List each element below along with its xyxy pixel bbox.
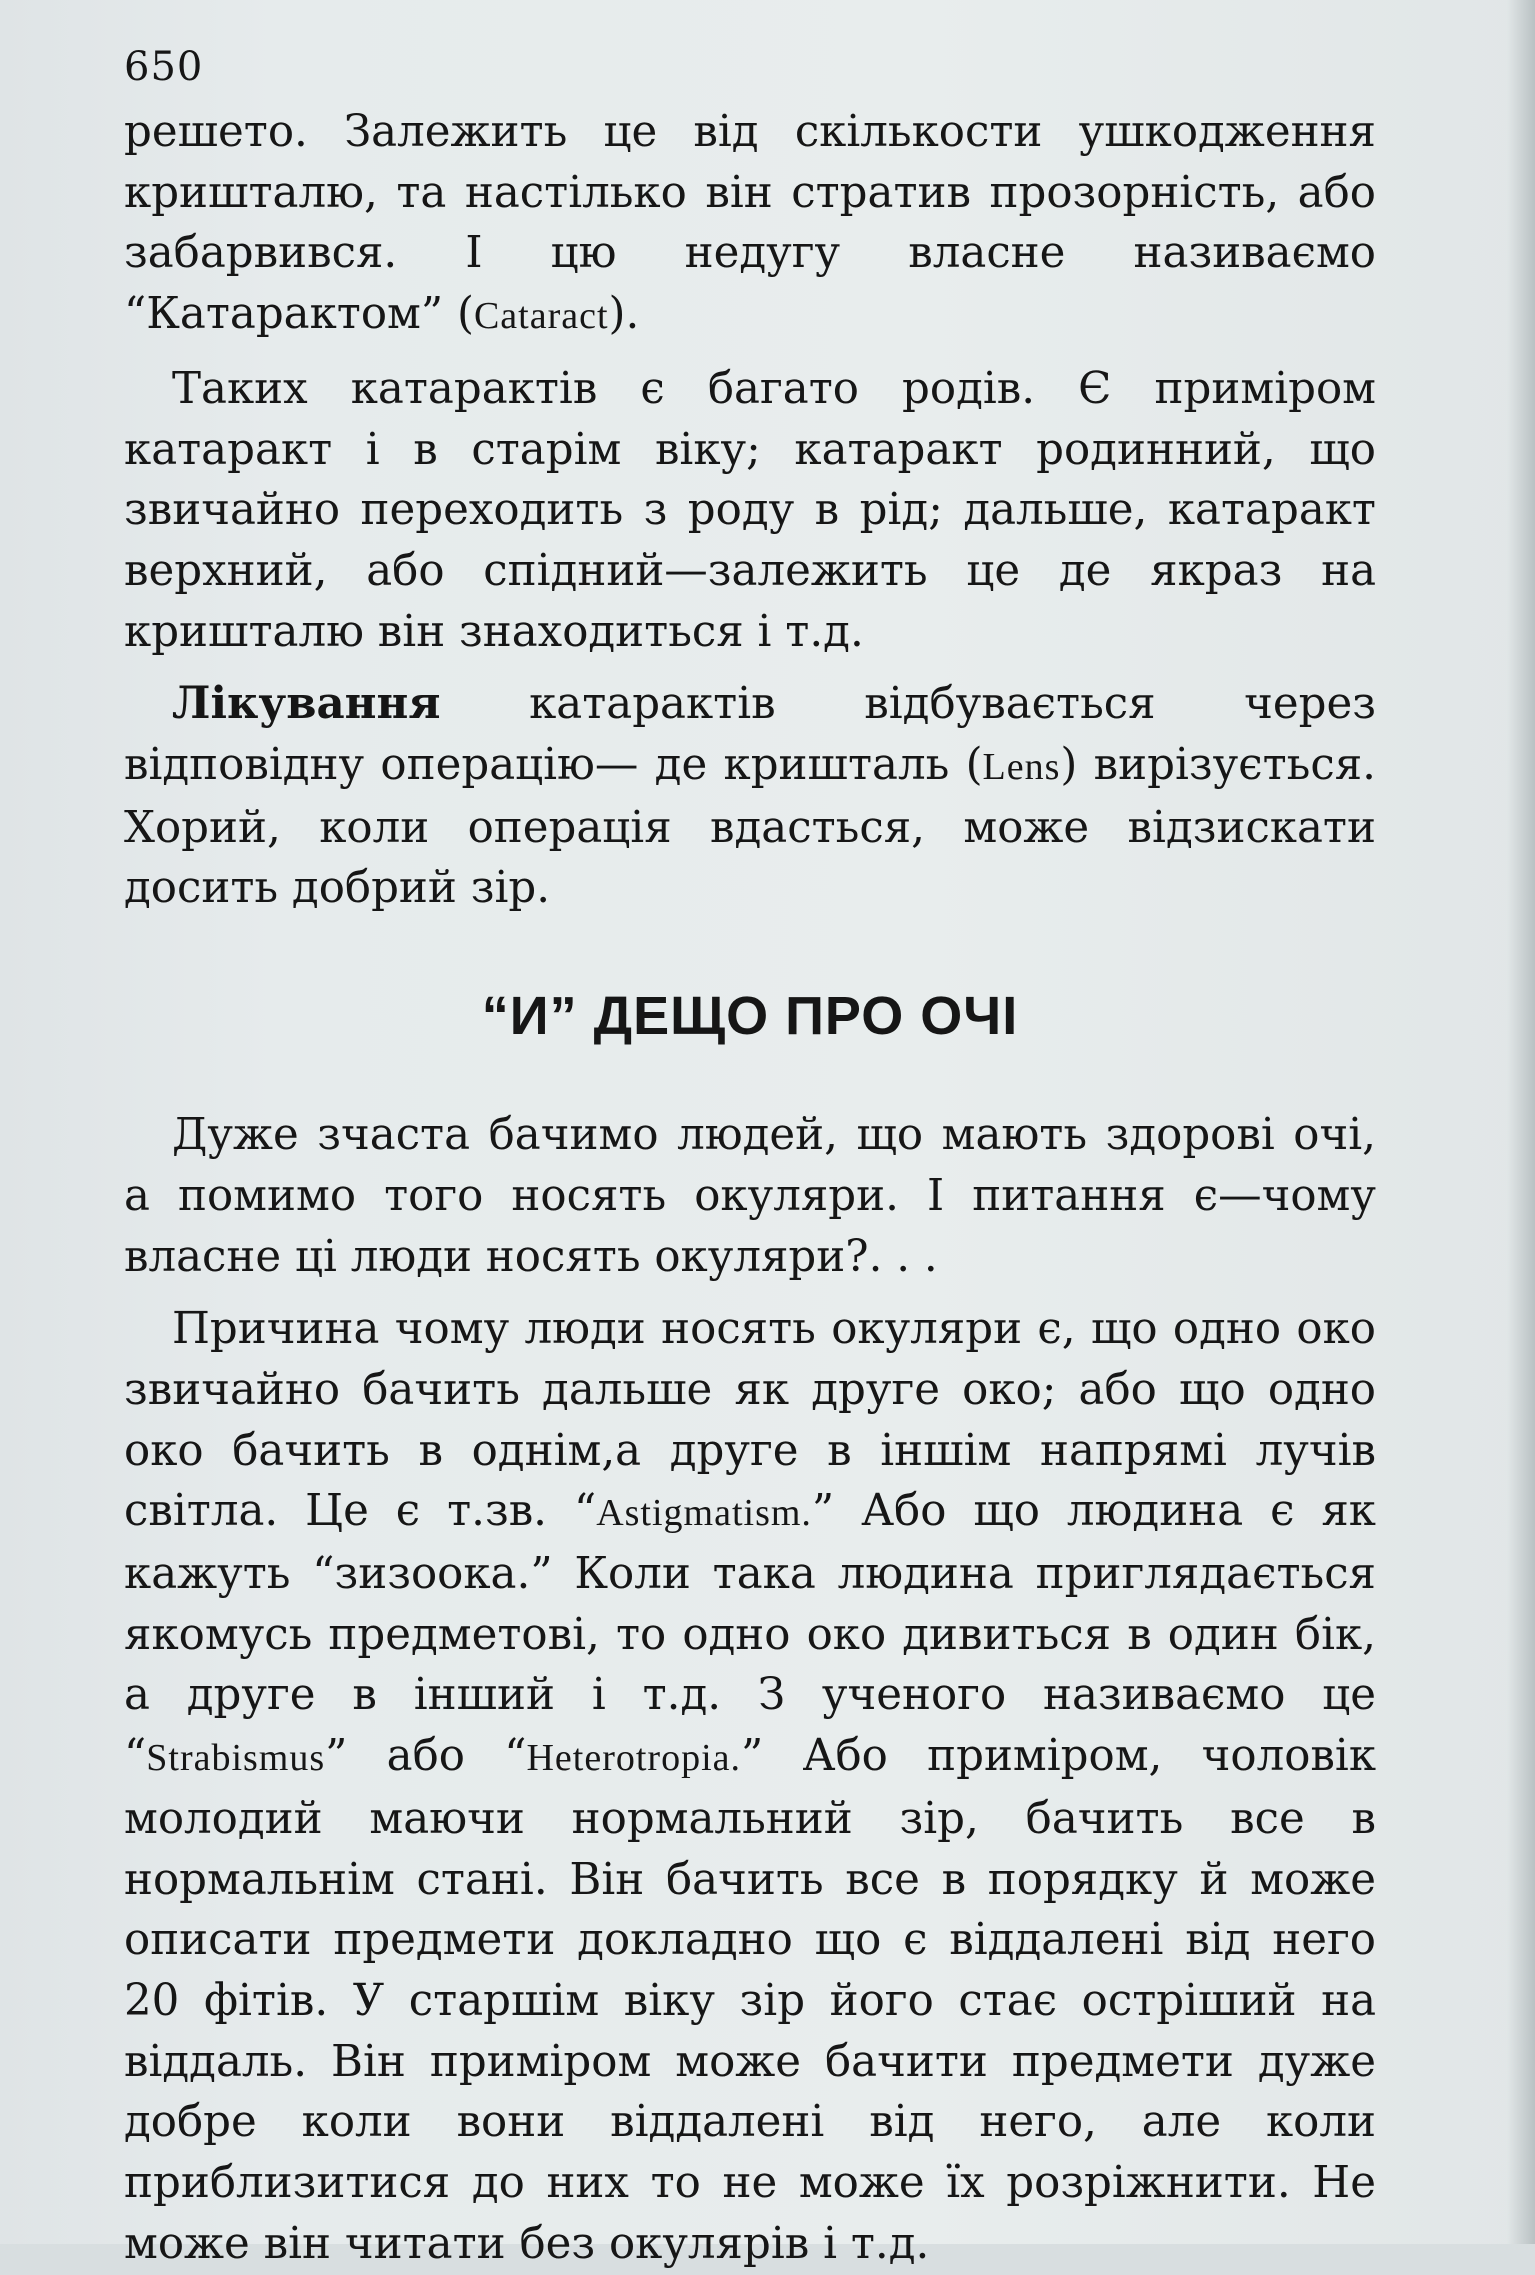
paragraph-cataract-intro <box>124 102 1376 347</box>
bold-term-treatment: Лікування <box>172 678 441 730</box>
paragraph-text: катарактів відбувається через відповідну операцію— де кришталь ( <box>124 679 1376 791</box>
page-body <box>124 102 1376 2275</box>
paragraph-text: Причина чому люди носять окуляри є, що одно око звичайно бачить дальше як друге око; або що одно око бачить в однім,а друге в іншім напрямі лучів світла. Це є т.зв. “ <box>124 1304 1376 1537</box>
latin-term-heterotropia: Heterotropia. <box>526 1737 742 1780</box>
latin-term-lens: Lens <box>982 746 1061 789</box>
paragraph-text: ) вирізується. Хорий, коли операція вдасться, може відзискати досить добрий зір. <box>124 740 1376 914</box>
paragraph-text: решето. Залежить це від скількости ушкодження кришталю, та настілько він стратив прозорність, або забарвився. І цю недугу власне називаємо “Катарактом” ( <box>124 107 1376 340</box>
paragraph-glasses-reason <box>124 1299 1376 2274</box>
page-number: 650 <box>124 44 204 90</box>
latin-term-cataract: Cataract <box>473 295 609 338</box>
paragraph-glasses-question: Дуже зчаста бачимо людей, що мають здорові очі, а помимо того носять окуляри. І питання є—чому власне ці люди носять окуляри?. . . <box>124 1110 1376 1282</box>
page-edge-shadow <box>1507 0 1535 2244</box>
paragraph-cataract-treatment <box>124 674 1376 919</box>
section-heading: “И” ДЕЩО ПРО ОЧІ <box>481 986 1019 1047</box>
paragraph-cataract-types: Таких катарактів є багато родів. Є приміром катаракт і в старім віку; катаракт родинний, що звичайно переходить з роду в рід; дальше, катаракт верхний, або спідний—залежить це де якраз на кришталю він знаходиться і т.д. <box>124 363 1376 657</box>
paragraph-text: ” Або що людина є як кажуть “зизоока.” Коли така людина приглядається якомусь предметові, то одно око дивиться в один бік, а друге в інший і т.д. З ученого називаємо це “ <box>124 1486 1376 1782</box>
latin-term-strabismus: Strabismus <box>146 1737 326 1780</box>
paragraph-text: ” або “ <box>325 1731 527 1782</box>
paragraph-text: ). <box>608 289 640 340</box>
paragraph-text: ” Або приміром, чоловік молодий маючи нормальний зір, бачить все в нормальнім стані. Він бачить все в порядку й може описати предмети докладно що є віддалені від него 20 фітів. У старшім віку зір його стає остріший на віддаль. Він приміром може бачити предмети дуже добре коли вони віддалені від него, але коли приблизитися до них то не може їх розріжнити. Не може він читати без окулярів і т.д. <box>124 1731 1377 2269</box>
latin-term-astigmatism: Astigmatism. <box>596 1492 812 1535</box>
